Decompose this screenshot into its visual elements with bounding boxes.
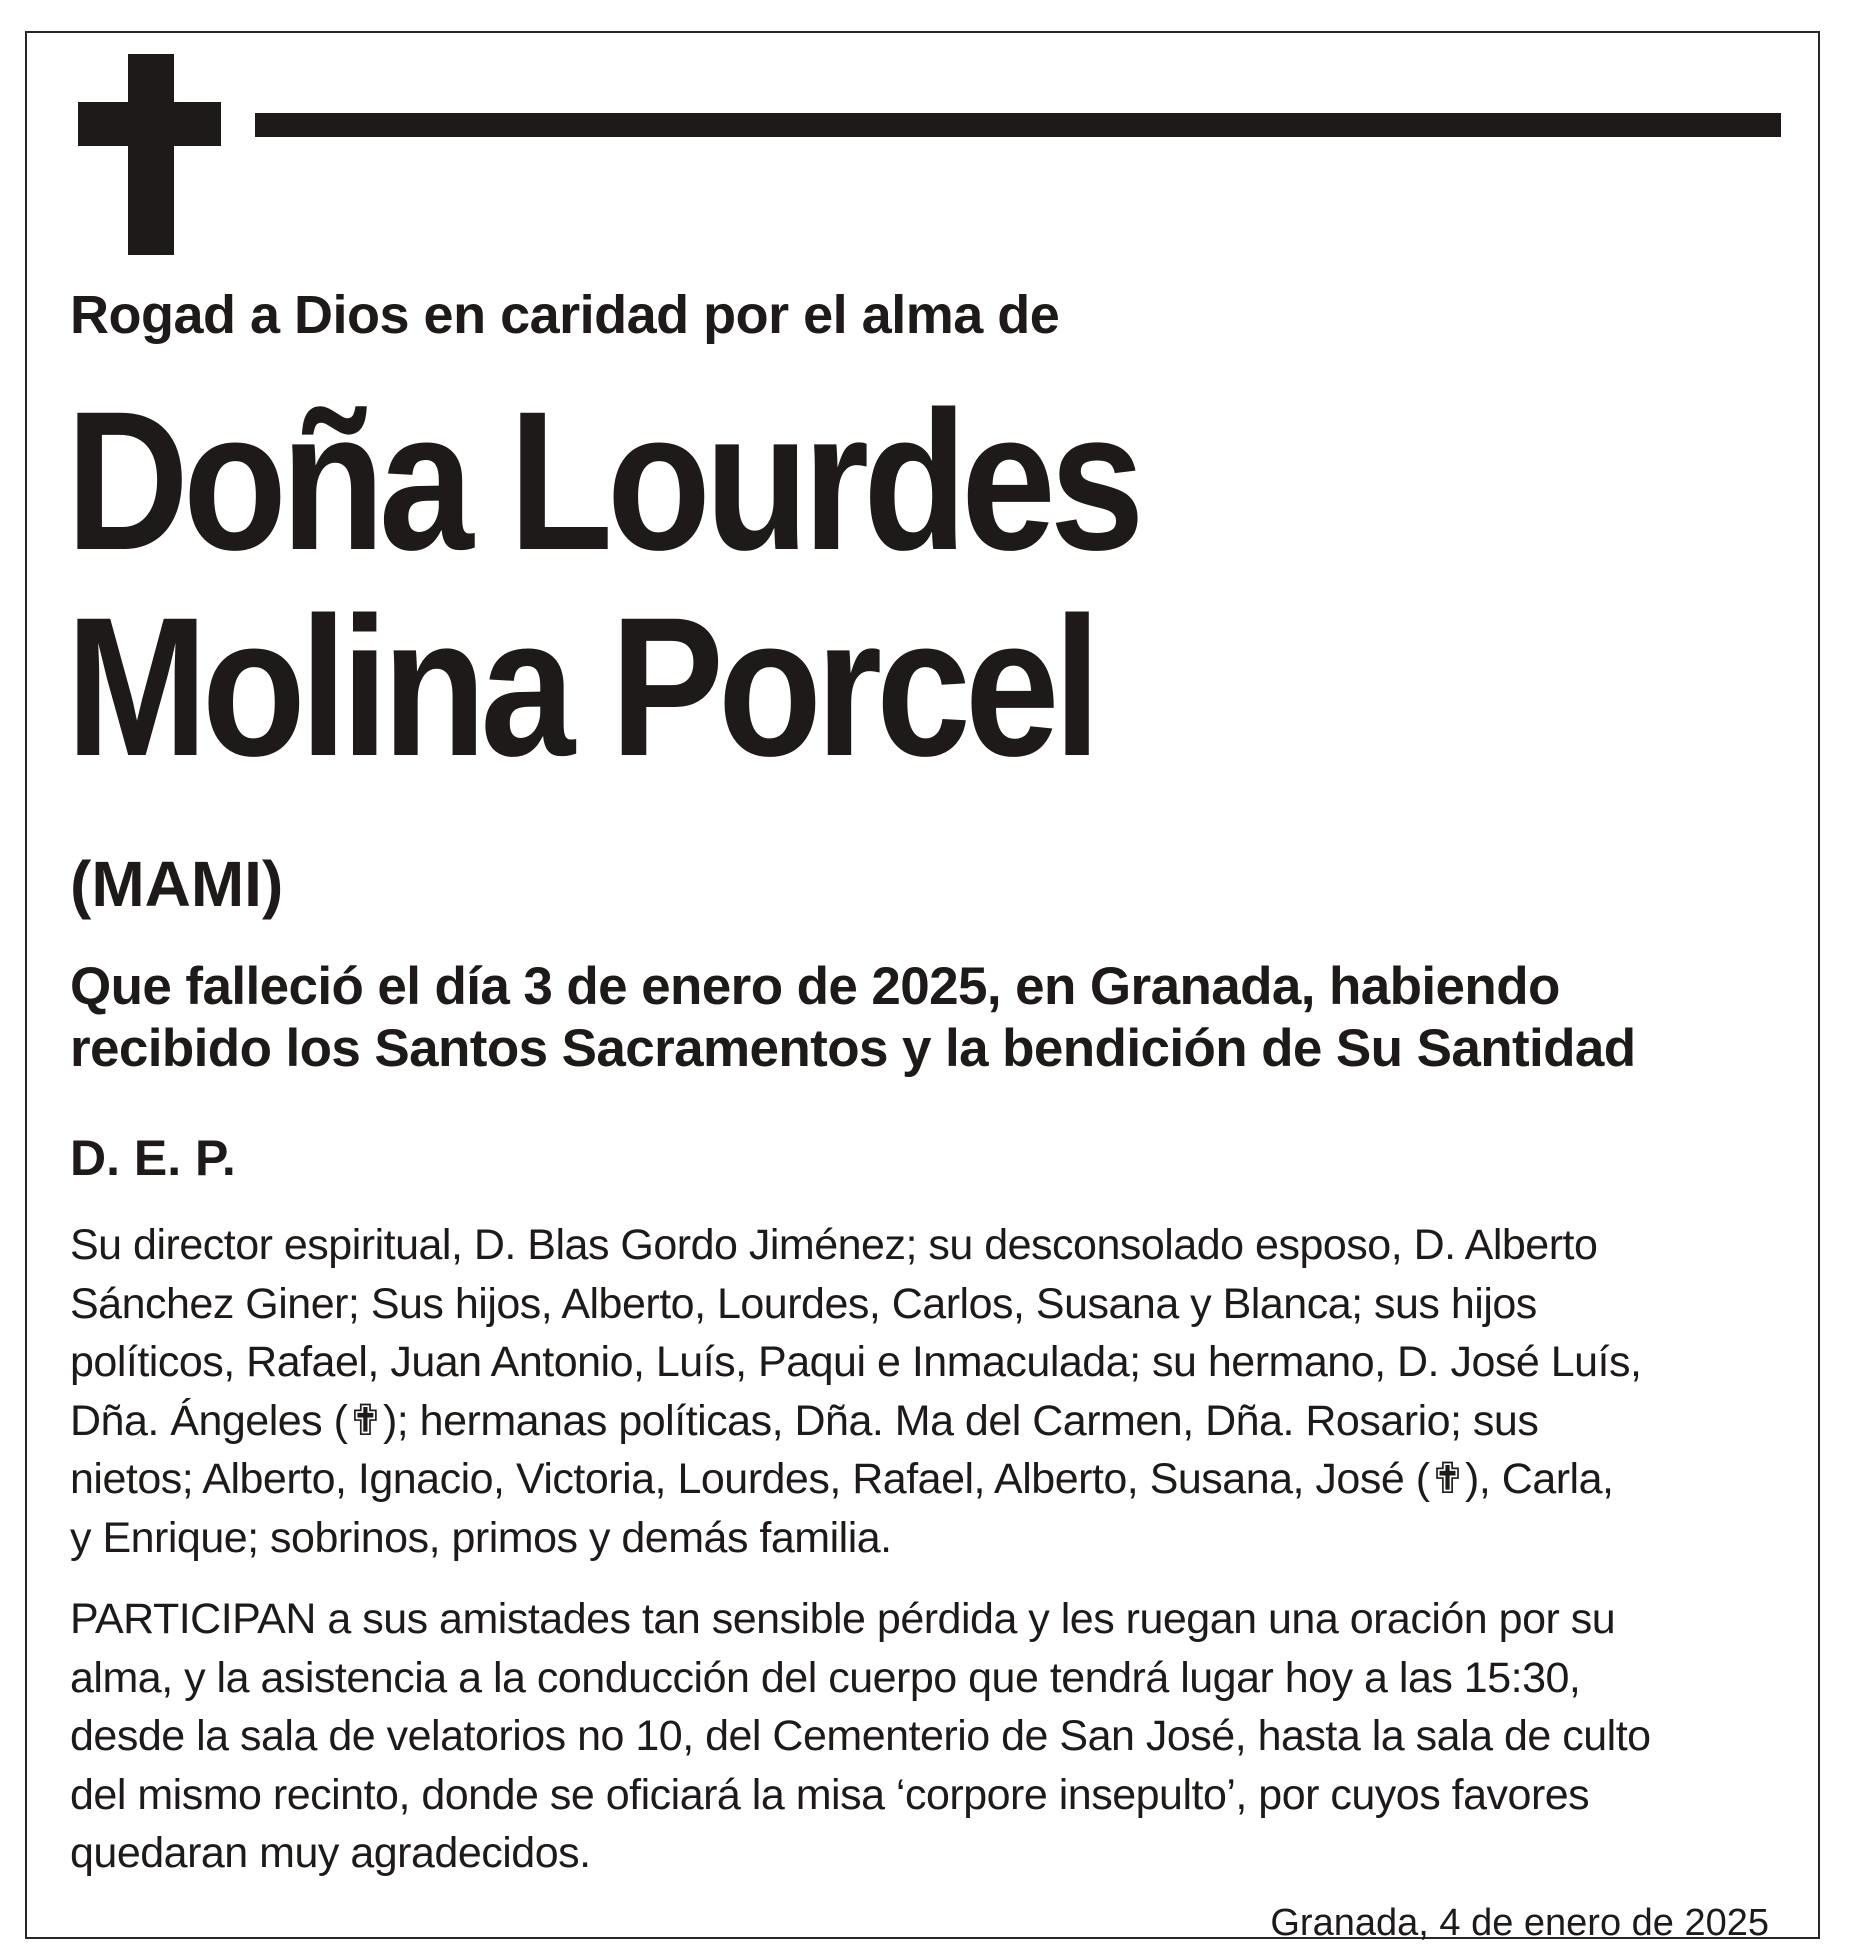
participan-line: quedaran muy agradecidos. xyxy=(70,1829,591,1877)
cross-horizontal-bar xyxy=(78,102,221,146)
family-line: Su director espiritual, D. Blas Gordo Jiménez; su desconsolado esposo, D. Alberto xyxy=(70,1221,1598,1269)
participan-line: desde la sala de velatorios no 10, del Cementerio de San José, hasta la sala de culto xyxy=(70,1712,1651,1760)
participan-line: PARTICIPAN a sus amistades tan sensible pérdida y les ruegan una oración por su xyxy=(70,1595,1616,1643)
cross-icon xyxy=(78,54,221,255)
death-statement-line-1: Que falleció el día 3 de enero de 2025, en Granada, habiendo xyxy=(70,957,1560,1016)
participan-line: del mismo recinto, donde se oficiará la misa ‘corpore insepulto’, por cuyos favores xyxy=(70,1770,1590,1819)
death-statement xyxy=(70,956,1830,1080)
death-statement-line-2: recibido los Santos Sacramentos y la bendición de Su Santidad xyxy=(70,1019,1636,1078)
nickname: (MAMI) xyxy=(70,848,284,920)
cross-vertical-bar xyxy=(128,54,174,255)
deceased-name-line-1: Doña Lourdes xyxy=(66,370,1139,591)
header-rule xyxy=(255,113,1781,137)
family-line: políticos, Rafael, Juan Antonio, Luís, Paqui e Inmaculada; su hermano, D. José Luís, xyxy=(70,1338,1642,1386)
family-paragraph xyxy=(70,1216,1815,1567)
place-and-date: Granada, 4 de enero de 2025 xyxy=(1270,1902,1769,1944)
deceased-name xyxy=(66,370,1139,797)
participan-paragraph xyxy=(70,1590,1815,1883)
family-line: Sánchez Giner; Sus hijos, Alberto, Lourdes, Carlos, Susana y Blanca; sus hijos xyxy=(70,1279,1537,1328)
family-line: Dña. Ángeles (✟); hermanas políticas, Dña. Ma del Carmen, Dña. Rosario; sus xyxy=(70,1396,1539,1445)
prayer-line: Rogad a Dios en caridad por el alma de xyxy=(70,285,1060,345)
deceased-name-line-2: Molina Porcel xyxy=(66,576,1095,797)
family-line: nietos; Alberto, Ignacio, Victoria, Lourdes, Rafael, Alberto, Susana, José (✟), Carla, xyxy=(70,1455,1614,1503)
dep-abbreviation: D. E. P. xyxy=(70,1130,236,1186)
participan-line: alma, y la asistencia a la conducción del cuerpo que tendrá lugar hoy a las 15:30, xyxy=(70,1653,1581,1702)
family-line: y Enrique; sobrinos, primos y demás familia. xyxy=(70,1513,892,1562)
